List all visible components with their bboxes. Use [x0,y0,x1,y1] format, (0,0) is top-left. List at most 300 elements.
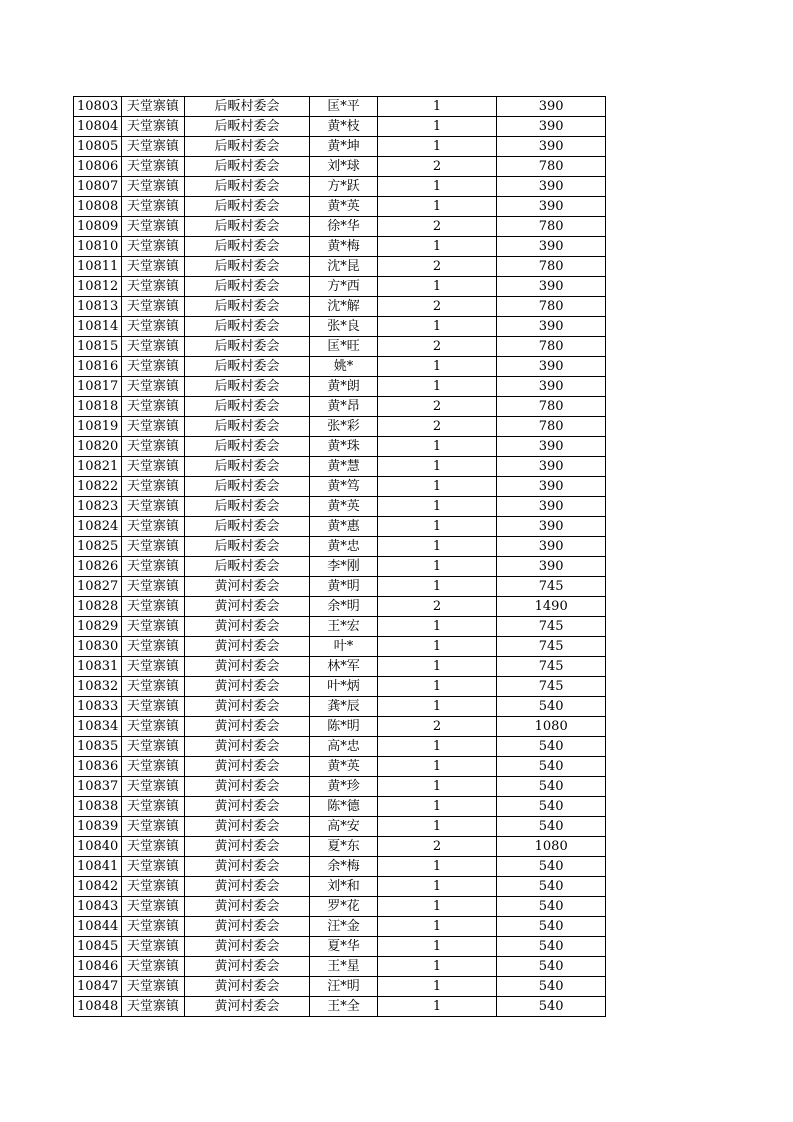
amount-cell: 390 [497,97,606,117]
town-cell: 天堂寨镇 [122,277,184,297]
count-cell: 1 [377,777,497,797]
village-cell: 黄河村委会 [184,637,310,657]
row-id-cell: 10825 [74,537,122,557]
village-cell: 后畈村委会 [184,197,310,217]
table-row [74,277,606,297]
table-row [74,497,606,517]
village-cell: 后畈村委会 [184,177,310,197]
row-id-cell: 10827 [74,577,122,597]
row-id-cell: 10839 [74,817,122,837]
amount-cell: 745 [497,657,606,677]
table-row [74,237,606,257]
count-cell: 2 [377,157,497,177]
count-cell: 1 [377,737,497,757]
table-row [74,97,606,117]
town-cell: 天堂寨镇 [122,157,184,177]
row-id-cell: 10842 [74,877,122,897]
name-cell: 张*良 [310,317,377,337]
name-cell: 黄*珠 [310,437,377,457]
count-cell: 1 [377,497,497,517]
town-cell: 天堂寨镇 [122,397,184,417]
row-id-cell: 10848 [74,997,122,1017]
count-cell: 1 [377,277,497,297]
count-cell: 2 [377,257,497,277]
village-cell: 后畈村委会 [184,257,310,277]
row-id-cell: 10834 [74,717,122,737]
village-cell: 黄河村委会 [184,757,310,777]
row-id-cell: 10821 [74,457,122,477]
town-cell: 天堂寨镇 [122,117,184,137]
table-row [74,177,606,197]
row-id-cell: 10811 [74,257,122,277]
name-cell: 夏*东 [310,837,377,857]
name-cell: 黄*笃 [310,477,377,497]
table-row [74,817,606,837]
row-id-cell: 10828 [74,597,122,617]
amount-cell: 540 [497,697,606,717]
count-cell: 1 [377,237,497,257]
town-cell: 天堂寨镇 [122,977,184,997]
count-cell: 1 [377,117,497,137]
table-row [74,697,606,717]
amount-cell: 540 [497,957,606,977]
row-id-cell: 10826 [74,557,122,577]
count-cell: 1 [377,577,497,597]
count-cell: 2 [377,597,497,617]
name-cell: 黄*梅 [310,237,377,257]
amount-cell: 540 [497,917,606,937]
count-cell: 1 [377,197,497,217]
row-id-cell: 10832 [74,677,122,697]
row-id-cell: 10843 [74,897,122,917]
amount-cell: 390 [497,137,606,157]
row-id-cell: 10813 [74,297,122,317]
village-cell: 后畈村委会 [184,157,310,177]
town-cell: 天堂寨镇 [122,597,184,617]
amount-cell: 390 [497,537,606,557]
amount-cell: 390 [497,557,606,577]
town-cell: 天堂寨镇 [122,457,184,477]
count-cell: 2 [377,297,497,317]
row-id-cell: 10835 [74,737,122,757]
row-id-cell: 10819 [74,417,122,437]
name-cell: 陈*德 [310,797,377,817]
row-id-cell: 10814 [74,317,122,337]
name-cell: 黄*忠 [310,537,377,557]
table-row [74,937,606,957]
row-id-cell: 10812 [74,277,122,297]
name-cell: 徐*华 [310,217,377,237]
town-cell: 天堂寨镇 [122,957,184,977]
amount-cell: 1080 [497,837,606,857]
amount-cell: 540 [497,857,606,877]
town-cell: 天堂寨镇 [122,377,184,397]
table-row [74,597,606,617]
row-id-cell: 10808 [74,197,122,217]
town-cell: 天堂寨镇 [122,437,184,457]
town-cell: 天堂寨镇 [122,197,184,217]
village-cell: 后畈村委会 [184,137,310,157]
name-cell: 叶*炳 [310,677,377,697]
name-cell: 黄*枝 [310,117,377,137]
table-row [74,957,606,977]
name-cell: 罗*花 [310,897,377,917]
table-row [74,637,606,657]
name-cell: 黄*珍 [310,777,377,797]
town-cell: 天堂寨镇 [122,677,184,697]
count-cell: 1 [377,817,497,837]
table-row [74,517,606,537]
table-row [74,437,606,457]
name-cell: 汪*金 [310,917,377,937]
amount-cell: 780 [497,217,606,237]
amount-cell: 390 [497,377,606,397]
row-id-cell: 10817 [74,377,122,397]
amount-cell: 390 [497,117,606,137]
village-cell: 黄河村委会 [184,957,310,977]
village-cell: 后畈村委会 [184,397,310,417]
row-id-cell: 10844 [74,917,122,937]
amount-cell: 540 [497,897,606,917]
town-cell: 天堂寨镇 [122,97,184,117]
village-cell: 黄河村委会 [184,677,310,697]
village-cell: 黄河村委会 [184,937,310,957]
count-cell: 2 [377,337,497,357]
name-cell: 夏*华 [310,937,377,957]
amount-cell: 745 [497,637,606,657]
count-cell: 1 [377,377,497,397]
town-cell: 天堂寨镇 [122,417,184,437]
row-id-cell: 10804 [74,117,122,137]
count-cell: 2 [377,837,497,857]
name-cell: 黄*英 [310,497,377,517]
town-cell: 天堂寨镇 [122,337,184,357]
amount-cell: 780 [497,417,606,437]
amount-cell: 540 [497,997,606,1017]
row-id-cell: 10805 [74,137,122,157]
village-cell: 黄河村委会 [184,717,310,737]
row-id-cell: 10837 [74,777,122,797]
village-cell: 黄河村委会 [184,797,310,817]
name-cell: 匡*旺 [310,337,377,357]
row-id-cell: 10822 [74,477,122,497]
town-cell: 天堂寨镇 [122,517,184,537]
amount-cell: 540 [497,977,606,997]
table-row [74,737,606,757]
row-id-cell: 10830 [74,637,122,657]
name-cell: 余*明 [310,597,377,617]
town-cell: 天堂寨镇 [122,857,184,877]
count-cell: 2 [377,717,497,737]
name-cell: 陈*明 [310,717,377,737]
town-cell: 天堂寨镇 [122,697,184,717]
village-cell: 黄河村委会 [184,617,310,637]
count-cell: 1 [377,657,497,677]
village-cell: 黄河村委会 [184,657,310,677]
town-cell: 天堂寨镇 [122,237,184,257]
count-cell: 1 [377,617,497,637]
table-row [74,897,606,917]
row-id-cell: 10823 [74,497,122,517]
amount-cell: 540 [497,757,606,777]
town-cell: 天堂寨镇 [122,177,184,197]
amount-cell: 780 [497,257,606,277]
table-row [74,197,606,217]
amount-cell: 745 [497,617,606,637]
amount-cell: 390 [497,197,606,217]
village-cell: 黄河村委会 [184,917,310,937]
town-cell: 天堂寨镇 [122,897,184,917]
amount-cell: 780 [497,337,606,357]
count-cell: 1 [377,637,497,657]
count-cell: 1 [377,997,497,1017]
name-cell: 林*军 [310,657,377,677]
town-cell: 天堂寨镇 [122,137,184,157]
name-cell: 高*忠 [310,737,377,757]
count-cell: 1 [377,677,497,697]
table-row [74,857,606,877]
village-cell: 后畈村委会 [184,357,310,377]
name-cell: 黄*朗 [310,377,377,397]
village-cell: 黄河村委会 [184,777,310,797]
village-cell: 黄河村委会 [184,977,310,997]
town-cell: 天堂寨镇 [122,937,184,957]
table-row [74,257,606,277]
table-row [74,757,606,777]
town-cell: 天堂寨镇 [122,617,184,637]
village-cell: 后畈村委会 [184,537,310,557]
amount-cell: 390 [497,357,606,377]
row-id-cell: 10833 [74,697,122,717]
town-cell: 天堂寨镇 [122,577,184,597]
village-cell: 黄河村委会 [184,897,310,917]
count-cell: 1 [377,697,497,717]
town-cell: 天堂寨镇 [122,777,184,797]
table-row [74,297,606,317]
row-id-cell: 10836 [74,757,122,777]
name-cell: 张*彩 [310,417,377,437]
count-cell: 2 [377,397,497,417]
name-cell: 匡*平 [310,97,377,117]
name-cell: 王*星 [310,957,377,977]
name-cell: 刘*球 [310,157,377,177]
row-id-cell: 10847 [74,977,122,997]
amount-cell: 390 [497,317,606,337]
village-cell: 后畈村委会 [184,237,310,257]
name-cell: 汪*明 [310,977,377,997]
table-row [74,357,606,377]
village-cell: 黄河村委会 [184,737,310,757]
amount-cell: 540 [497,877,606,897]
village-cell: 黄河村委会 [184,837,310,857]
amount-cell: 390 [497,237,606,257]
name-cell: 王*全 [310,997,377,1017]
town-cell: 天堂寨镇 [122,537,184,557]
row-id-cell: 10806 [74,157,122,177]
row-id-cell: 10846 [74,957,122,977]
name-cell: 黄*明 [310,577,377,597]
name-cell: 黄*英 [310,197,377,217]
table-row [74,537,606,557]
town-cell: 天堂寨镇 [122,757,184,777]
name-cell: 沈*解 [310,297,377,317]
amount-cell: 540 [497,797,606,817]
row-id-cell: 10810 [74,237,122,257]
village-cell: 黄河村委会 [184,857,310,877]
name-cell: 龚*辰 [310,697,377,717]
name-cell: 叶* [310,637,377,657]
town-cell: 天堂寨镇 [122,357,184,377]
amount-cell: 540 [497,937,606,957]
village-cell: 后畈村委会 [184,97,310,117]
town-cell: 天堂寨镇 [122,917,184,937]
table-row [74,657,606,677]
count-cell: 1 [377,537,497,557]
town-cell: 天堂寨镇 [122,257,184,277]
table-row [74,477,606,497]
name-cell: 方*西 [310,277,377,297]
amount-cell: 745 [497,677,606,697]
village-cell: 后畈村委会 [184,437,310,457]
table-row [74,457,606,477]
table-row [74,917,606,937]
town-cell: 天堂寨镇 [122,797,184,817]
village-cell: 后畈村委会 [184,477,310,497]
amount-cell: 390 [497,457,606,477]
name-cell: 黄*昂 [310,397,377,417]
town-cell: 天堂寨镇 [122,717,184,737]
village-cell: 后畈村委会 [184,557,310,577]
table-row [74,397,606,417]
amount-cell: 390 [497,437,606,457]
town-cell: 天堂寨镇 [122,637,184,657]
amount-cell: 1490 [497,597,606,617]
village-cell: 黄河村委会 [184,697,310,717]
amount-cell: 780 [497,157,606,177]
table-row [74,877,606,897]
name-cell: 黄*惠 [310,517,377,537]
table-row [74,837,606,857]
village-cell: 后畈村委会 [184,517,310,537]
table-row [74,777,606,797]
row-id-cell: 10809 [74,217,122,237]
village-cell: 后畈村委会 [184,297,310,317]
row-id-cell: 10829 [74,617,122,637]
town-cell: 天堂寨镇 [122,657,184,677]
village-cell: 后畈村委会 [184,377,310,397]
row-id-cell: 10820 [74,437,122,457]
name-cell: 黄*英 [310,757,377,777]
table-row [74,557,606,577]
village-cell: 后畈村委会 [184,117,310,137]
roster-body [74,97,606,1017]
count-cell: 2 [377,417,497,437]
amount-cell: 540 [497,737,606,757]
amount-cell: 780 [497,397,606,417]
count-cell: 1 [377,317,497,337]
village-cell: 后畈村委会 [184,497,310,517]
town-cell: 天堂寨镇 [122,317,184,337]
row-id-cell: 10840 [74,837,122,857]
table-row [74,797,606,817]
count-cell: 1 [377,877,497,897]
amount-cell: 540 [497,777,606,797]
count-cell: 1 [377,857,497,877]
village-cell: 后畈村委会 [184,417,310,437]
row-id-cell: 10824 [74,517,122,537]
village-cell: 后畈村委会 [184,337,310,357]
name-cell: 方*跃 [310,177,377,197]
table-row [74,617,606,637]
table-row [74,717,606,737]
village-cell: 后畈村委会 [184,217,310,237]
table-row [74,677,606,697]
table-row [74,997,606,1017]
amount-cell: 390 [497,277,606,297]
table-row [74,117,606,137]
table-row [74,157,606,177]
amount-cell: 390 [497,477,606,497]
village-cell: 黄河村委会 [184,817,310,837]
village-cell: 后畈村委会 [184,277,310,297]
amount-cell: 1080 [497,717,606,737]
name-cell: 黄*慧 [310,457,377,477]
town-cell: 天堂寨镇 [122,817,184,837]
village-cell: 黄河村委会 [184,577,310,597]
count-cell: 1 [377,477,497,497]
name-cell: 余*梅 [310,857,377,877]
table-row [74,337,606,357]
amount-cell: 390 [497,177,606,197]
name-cell: 王*宏 [310,617,377,637]
table-row [74,217,606,237]
name-cell: 刘*和 [310,877,377,897]
table-row [74,977,606,997]
count-cell: 1 [377,517,497,537]
row-id-cell: 10807 [74,177,122,197]
village-cell: 后畈村委会 [184,457,310,477]
name-cell: 李*刚 [310,557,377,577]
village-cell: 黄河村委会 [184,997,310,1017]
row-id-cell: 10831 [74,657,122,677]
row-id-cell: 10838 [74,797,122,817]
town-cell: 天堂寨镇 [122,877,184,897]
count-cell: 1 [377,457,497,477]
table-row [74,577,606,597]
count-cell: 2 [377,217,497,237]
amount-cell: 390 [497,517,606,537]
row-id-cell: 10803 [74,97,122,117]
town-cell: 天堂寨镇 [122,477,184,497]
count-cell: 1 [377,557,497,577]
count-cell: 1 [377,897,497,917]
town-cell: 天堂寨镇 [122,557,184,577]
table-row [74,417,606,437]
count-cell: 1 [377,437,497,457]
table-row [74,377,606,397]
amount-cell: 540 [497,817,606,837]
count-cell: 1 [377,357,497,377]
table-row [74,137,606,157]
village-cell: 黄河村委会 [184,597,310,617]
name-cell: 姚* [310,357,377,377]
village-cell: 黄河村委会 [184,877,310,897]
count-cell: 1 [377,917,497,937]
count-cell: 1 [377,937,497,957]
town-cell: 天堂寨镇 [122,837,184,857]
count-cell: 1 [377,957,497,977]
count-cell: 1 [377,137,497,157]
